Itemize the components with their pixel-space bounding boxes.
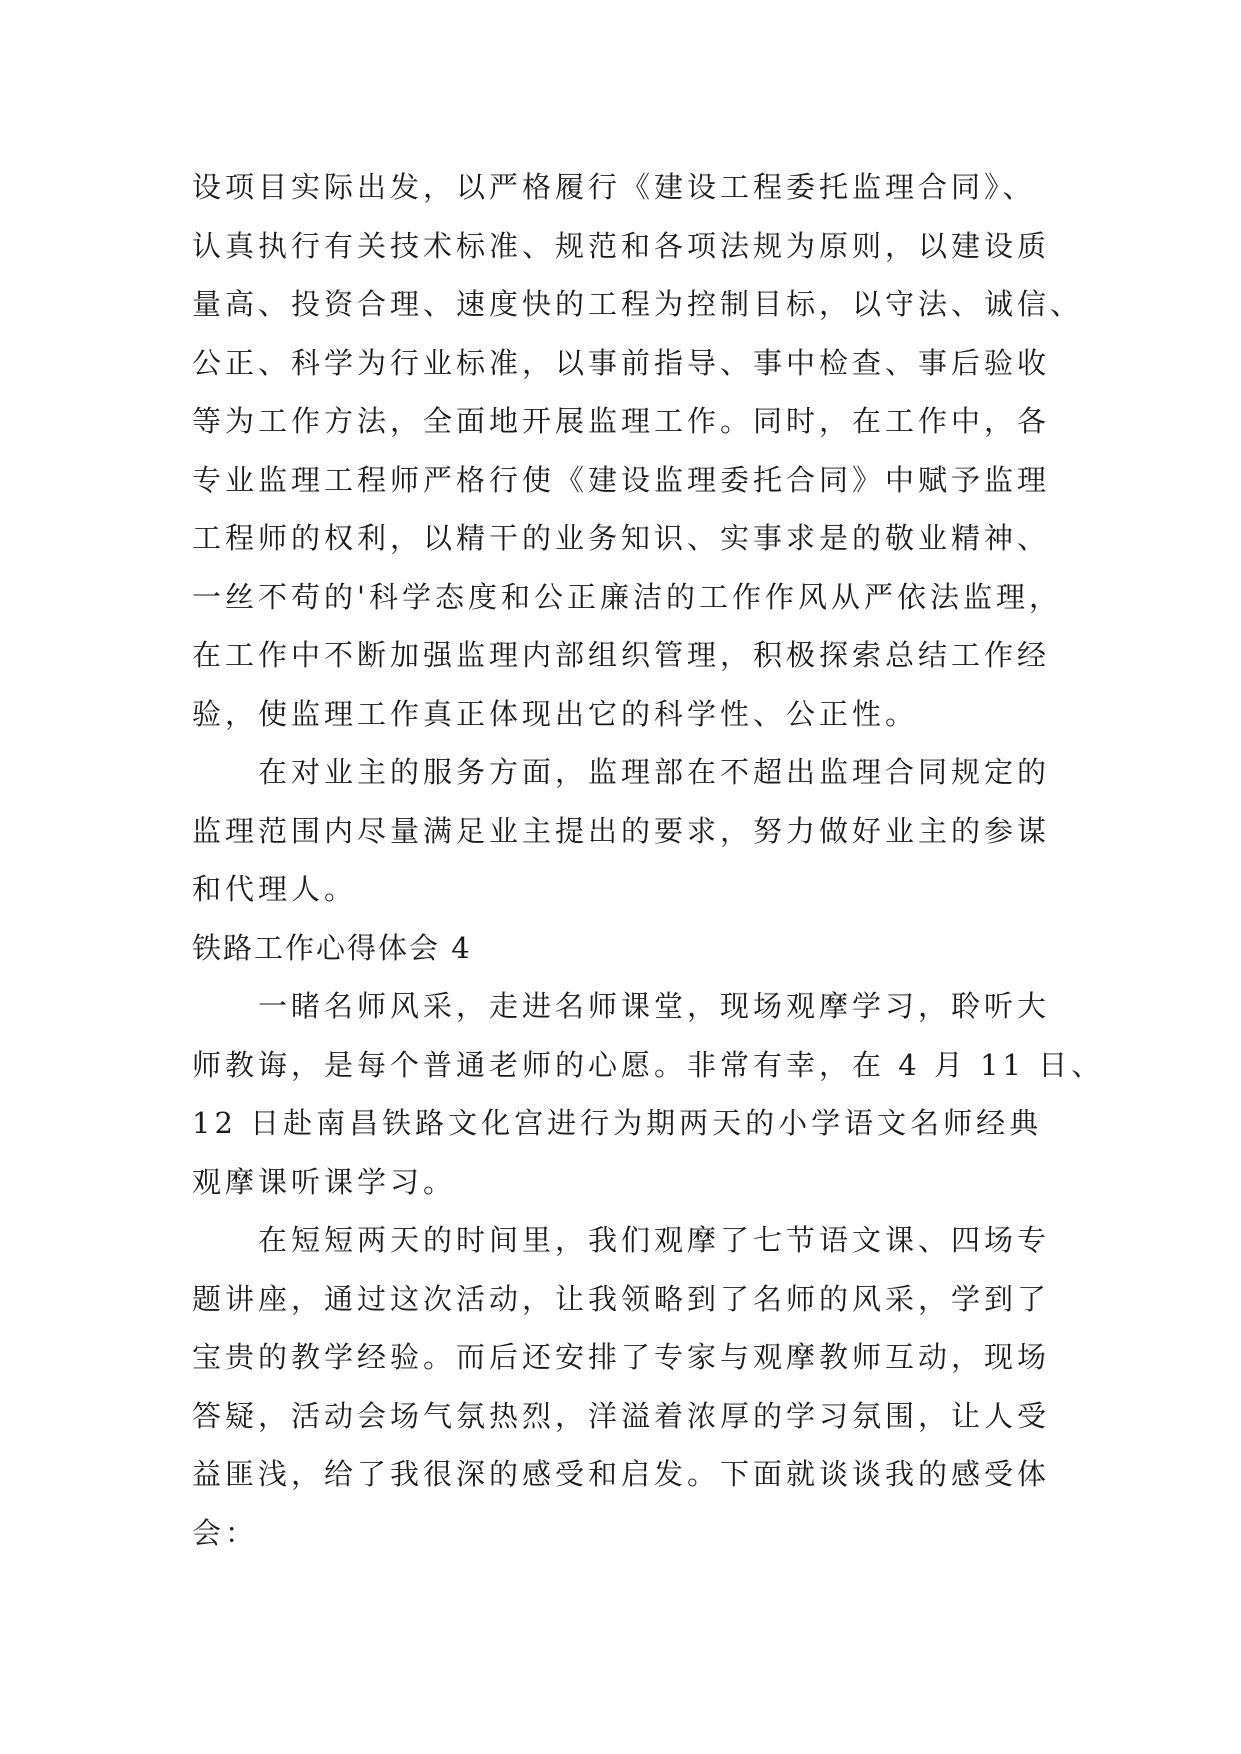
text-line: 一丝不苟的'科学态度和公正廉洁的工作作风从严依法监理， — [192, 579, 1062, 614]
text-line: 在对业主的服务方面，监理部在不超出监理合同规定的 — [192, 755, 1051, 789]
text-line: 在工作中不断加强监理内部组织管理，积极探索总结工作经 — [192, 638, 1051, 672]
text-line: 工程师的权利，以精干的业务知识、实事求是的敬业精神、 — [192, 521, 1051, 555]
text-line: 设项目实际出发，以严格履行《建设工程委托监理合同》、 — [192, 170, 1036, 204]
text-line: 认真执行有关技术标准、规范和各项法规为原则，以建设质 — [192, 228, 1051, 263]
document-body — [192, 158, 1105, 1562]
text-line: 会： — [192, 1515, 259, 1550]
text-line: 师教诲，是每个普通老师的心愿。非常有幸，在 4 月 11 日、 — [192, 1047, 1105, 1082]
section-heading: 铁路工作心得体会 4 — [192, 930, 472, 965]
text-line: 在短短两天的时间里，我们观摩了七节语文课、四场专 — [192, 1223, 1051, 1257]
text-line: 答疑，活动会场气氛热烈，洋溢着浓厚的学习氛围，让人受 — [192, 1398, 1051, 1433]
text-line: 观摩课听课学习。 — [192, 1164, 457, 1199]
text-line: 一睹名师风采，走进名师课堂，现场观摩学习，聆听大 — [192, 989, 1051, 1023]
text-line: 益匪浅，给了我很深的感受和启发。下面就谈谈我的感受体 — [192, 1457, 1051, 1491]
text-line: 量高、投资合理、速度快的工程为控制目标，以守法、诚信、 — [192, 287, 1084, 321]
text-line: 题讲座，通过这次活动，让我领略到了名师的风采，学到了 — [192, 1281, 1051, 1316]
text-line: 专业监理工程师严格行使《建设监理委托合同》中赋予监理 — [192, 462, 1051, 497]
text-line: 验，使监理工作真正体现出它的科学性、公正性。 — [192, 696, 919, 731]
text-line: 等为工作方法，全面地开展监理工作。同时，在工作中，各 — [192, 404, 1051, 438]
text-line: 监理范围内尽量满足业主提出的要求，努力做好业主的参谋 — [192, 813, 1051, 848]
text-line: 宝贵的教学经验。而后还安排了专家与观摩教师互动，现场 — [192, 1340, 1051, 1374]
text-line: 公正、科学为行业标准，以事前指导、事中检查、事后验收 — [192, 345, 1051, 380]
text-line: 12 日赴南昌铁路文化宫进行为期两天的小学语文名师经典 — [192, 1106, 1043, 1140]
text-line: 和代理人。 — [192, 872, 358, 906]
